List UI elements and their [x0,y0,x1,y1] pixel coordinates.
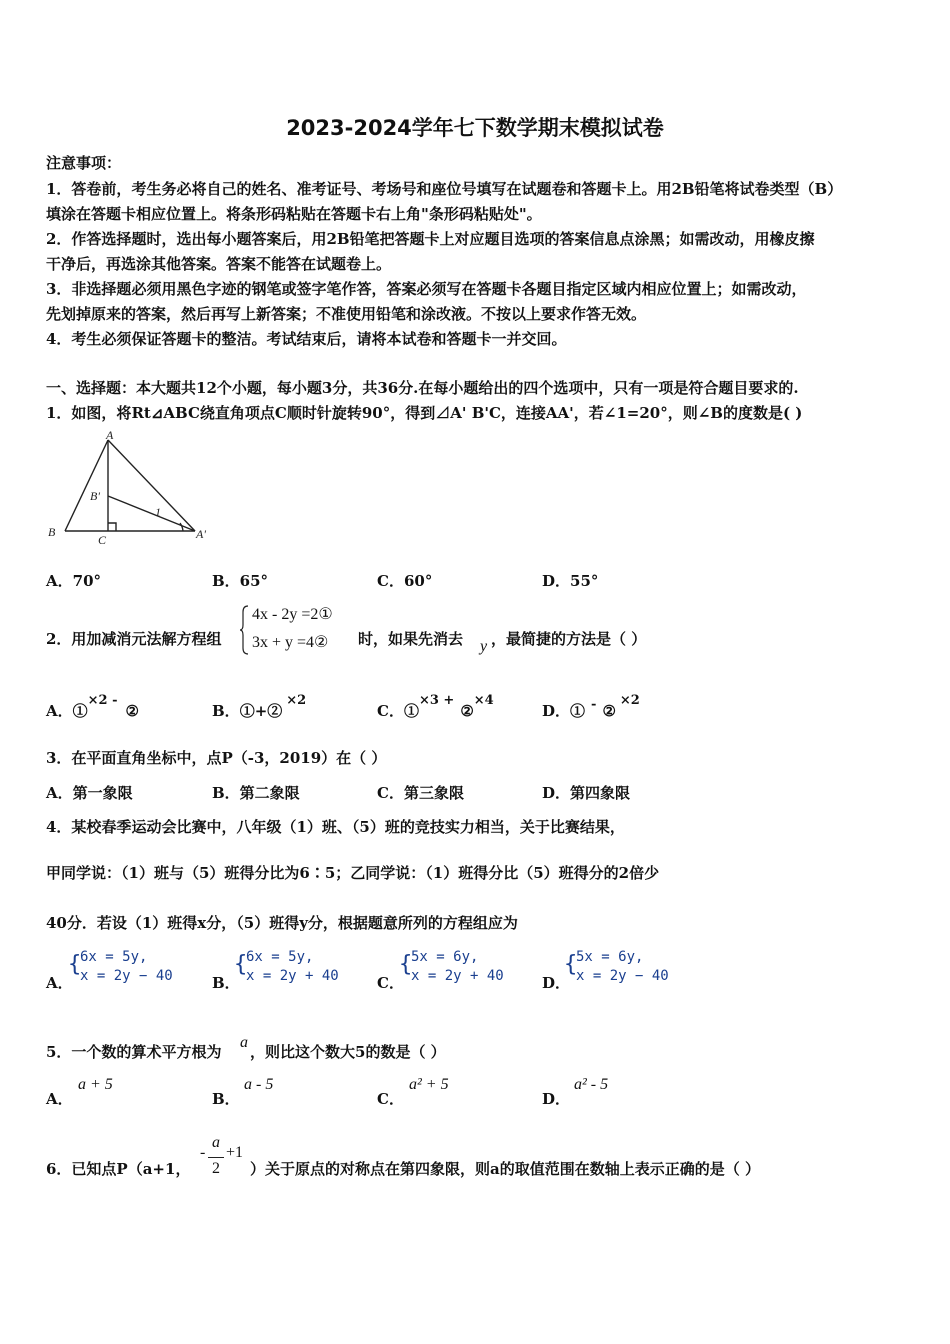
question-6-prefix: 6．已知点P（a+1， [46,1160,191,1178]
question-4-line-2: 甲同学说：（1）班与（5）班得分比为6∶5；乙同学说：（1）班得分比（5）班得分的2倍少 [46,864,660,882]
q3-option-d: D．第四象限 [542,784,631,802]
q4-option-a-label: A． [46,974,73,992]
label-C: C [98,533,107,547]
question-6-suffix: ）关于原点的对称点在第四象限，则a的取值范围在数轴上表示正确的是（ ） [250,1160,760,1178]
notice-line: 2．作答选择题时，选出每小题答案后，用2B铅笔把答题卡上对应题目选项的答案信息点涂黑；如需改动，用橡皮擦 [46,230,815,248]
q4-option-c-label: C． [377,974,404,992]
question-5-prefix: 5．一个数的算术平方根为 [46,1043,222,1061]
q4-option-b-label: B． [212,974,240,992]
label-A-prime: A' [196,527,206,541]
question-6-frac-den: 2 [212,1160,220,1177]
q1-option-d: D．55° [542,572,599,590]
question-5-var: a [240,1034,248,1051]
q4-option-a-brace: { [68,952,82,977]
q2-option-a: A．①×2 -② [46,693,139,720]
q5-option-a-expr: a + 5 [78,1076,113,1093]
q3-option-a: A．第一象限 [46,784,133,802]
notice-line: 1．答卷前，考生务必将自己的姓名、准考证号、考场号和座位号填写在试题卷和答题卡上。用2B铅笔将试卷类型（B） [46,180,843,198]
q5-option-a-label: A． [46,1090,73,1108]
label-B: B [48,525,56,539]
q5-option-c-expr: a² + 5 [409,1076,449,1093]
label-angle-1: 1 [155,505,161,519]
question-2-prefix: 2．用加减消元法解方程组 [46,630,222,648]
q5-option-d-expr: a² - 5 [574,1076,609,1093]
q4-option-c-eq1: 5x = 6y, [411,949,479,965]
question-4-line-1: 4．某校春季运动会比赛中，八年级（1）班、（5）班的竞技实力相当，关于比赛结果， [46,818,625,836]
q3-option-b: B．第二象限 [212,784,300,802]
q3-option-c: C．第三象限 [377,784,464,802]
question-3-text: 3．在平面直角坐标中，点P（-3，2019）在（ ） [46,749,387,767]
system-equation-1: 4x - 2y =2① [252,606,333,623]
question-6-frac-tail: +1 [226,1144,244,1161]
question-4-line-3: 40分．若设（1）班得x分，（5）班得y分，根据题意所列的方程组应为 [46,914,518,932]
notice-line: 4．考生必须保证答题卡的整洁。考试结束后，请将本试卷和答题卡一并交回。 [46,330,567,348]
q4-option-c-brace: { [399,952,413,977]
q5-option-d-label: D． [542,1090,571,1108]
q1-option-c: C．60° [377,572,433,590]
q5-option-b-expr: a - 5 [244,1076,274,1093]
question-1-text: 1．如图，将Rt⊿ABC绕直角项点C顺时针旋转90°，得到⊿A' B'C，连接AA'，若∠1=20°，则∠B的度数是( ) [46,404,803,422]
notice-line: 先划掉原来的答案，然后再写上新答案；不准使用铅笔和涂改液。不按以上要求作答无效。 [46,305,647,323]
q1-option-b: B．65° [212,572,269,590]
system-brace [240,604,250,656]
q5-option-c-label: C． [377,1090,404,1108]
q4-option-d-label: D． [542,974,571,992]
question-5-suffix: ，则比这个数大5的数是（ ） [250,1043,446,1061]
question-6-frac-sign: - [200,1144,206,1161]
notice-heading: 注意事项： [46,154,122,172]
question-2-suffix: ，最简捷的方法是（ ） [491,630,647,648]
q4-option-b-eq2: x = 2y + 40 [246,968,339,984]
q4-option-a-eq1: 6x = 5y, [80,949,148,965]
page-title: 2023-2024学年七下数学期末模拟试卷 [286,116,664,140]
q2-option-b: B．①+②×2 [212,693,307,720]
q5-option-b-label: B． [212,1090,240,1108]
notice-line: 干净后，再选涂其他答案。答案不能答在试题卷上。 [46,255,392,273]
label-A: A [106,430,114,442]
q4-option-a-eq2: x = 2y − 40 [80,968,173,984]
q2-option-c: C．①×3 +②×4 [377,693,494,720]
section-heading: 一、选择题：本大题共12个小题，每小题3分，共36分.在每小题给出的四个选项中，只有一项是符合题目要求的. [46,379,799,397]
notice-line: 3．非选择题必须用黑色字迹的钢笔或签字笔作答，答案必须写在答题卡各题目指定区域内相应位置上；如需改动， [46,280,807,298]
question-2-var: y [480,638,488,655]
q4-option-c-eq2: x = 2y + 40 [411,968,504,984]
question-2-middle: 时，如果先消去 [358,630,464,648]
q4-option-d-brace: { [564,952,578,977]
q4-option-d-eq1: 5x = 6y, [576,949,644,965]
q4-option-d-eq2: x = 2y − 40 [576,968,669,984]
label-B-prime: B' [90,489,100,503]
q2-option-d: D．① - ②×2 [542,693,640,720]
fraction-bar [208,1157,224,1158]
q4-option-b-eq1: 6x = 5y, [246,949,314,965]
q1-option-a: A．70° [46,572,102,590]
q4-option-b-brace: { [234,952,248,977]
question-6-frac-num: a [212,1134,220,1151]
triangle-figure [44,430,224,550]
system-equation-2: 3x + y =4② [252,634,329,651]
notice-line: 填涂在答题卡相应位置上。将条形码粘贴在答题卡右上角"条形码粘贴处"。 [46,205,542,223]
